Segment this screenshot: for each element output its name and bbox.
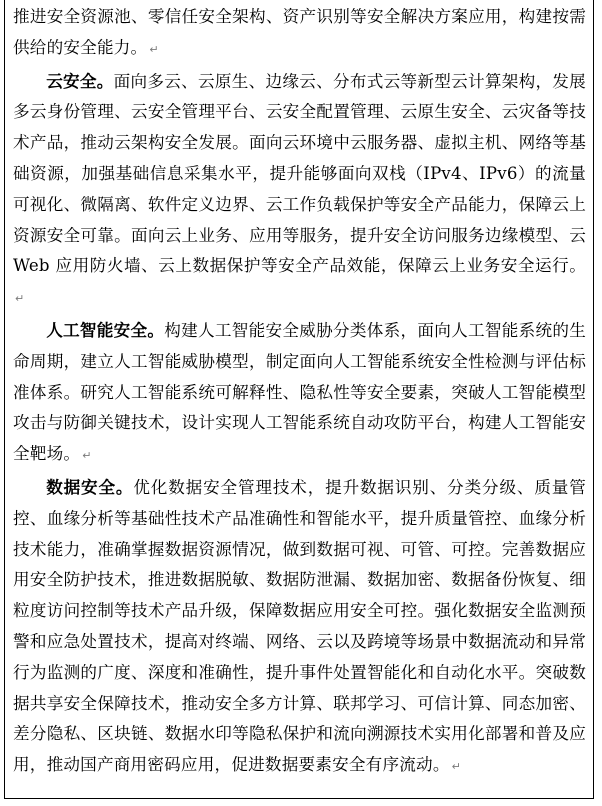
- paragraph-text: 优化数据安全管理技术，提升数据识别、分类分级、质量管控、血缘分析等基础性技术产品准确性和智能水平，提升质量管控、血缘分析技术能力，准确掌握数据资源情况，做到数据可视、可管、可控。完善数据应用安全防护技术，推进数据脱敏、数据防泄漏、数据加密、数据备份恢复、细粒度访问控制等技术产品升级，保障数据应用安全可控。强化数据安全监测预警和应急处置技术，提高对终端、网络、云以及跨境等场景中数据流动和异常行为监测的广度、深度和准确性，提升事件处置智能化和自动化水平。突破数据共享安全保障技术，推动安全多方计算、联邦学习、可信计算、同态加密、差分隐私、区块链、数据水印等隐私保护和流向溯源技术实用化部署和普及应用，推动国产商用密码应用，促进数据要素安全有序流动。: [13, 477, 586, 775]
- paragraph-ai-security: [13, 315, 586, 472]
- document-frame: [4, 0, 594, 799]
- paragraph-heading: 数据安全。: [46, 476, 134, 497]
- paragraph-mark-icon: ↵: [82, 449, 92, 463]
- paragraph-heading: 人工智能安全。: [46, 319, 165, 340]
- paragraph-text: 面向多云、云原生、边缘云、分布式云等新型云计算架构，发展多云身份管理、云安全管理平台、云安全配置管理、云原生安全、云灾备等技术产品，推动云架构安全发展。面向云环境中云服务器、虚拟主机、网络等基础资源，加强基础信息采集水平，提升能够面向双栈（IPv4、IPv6）的流量可视化、微隔离、软件定义边界、云工作负载保护等安全产品能力，保障云上资源安全可靠。面向云上业务、应用等服务，提升安全访问服务边缘模型、云 Web 应用防火墙、云上数据保护等安全产品效能，保障云上业务安全运行。: [13, 71, 586, 276]
- paragraph-mark-icon: ↵: [149, 42, 159, 56]
- paragraph-data-security: [13, 472, 586, 783]
- paragraph-mark-icon: ↵: [15, 292, 25, 306]
- paragraph-intro: [13, 2, 586, 66]
- paragraph-text: 构建人工智能安全威胁分类体系，面向人工智能系统的生命周期，建立人工智能威胁模型，制定面向人工智能系统安全性检测与评估标准体系。研究人工智能系统可解释性、隐私性等安全要素，突破人工智能模型攻击与防御关键技术，设计实现人工智能系统自动攻防平台，构建人工智能安全靶场。: [13, 320, 587, 464]
- paragraph-heading: 云安全。: [46, 70, 114, 91]
- paragraph-mark-icon: ↵: [451, 760, 462, 774]
- paragraph-cloud-security: [13, 66, 586, 315]
- paragraph-text: 推进安全资源池、零信任安全架构、资产识别等安全解决方案应用，构建按需供给的安全能力。: [13, 7, 586, 57]
